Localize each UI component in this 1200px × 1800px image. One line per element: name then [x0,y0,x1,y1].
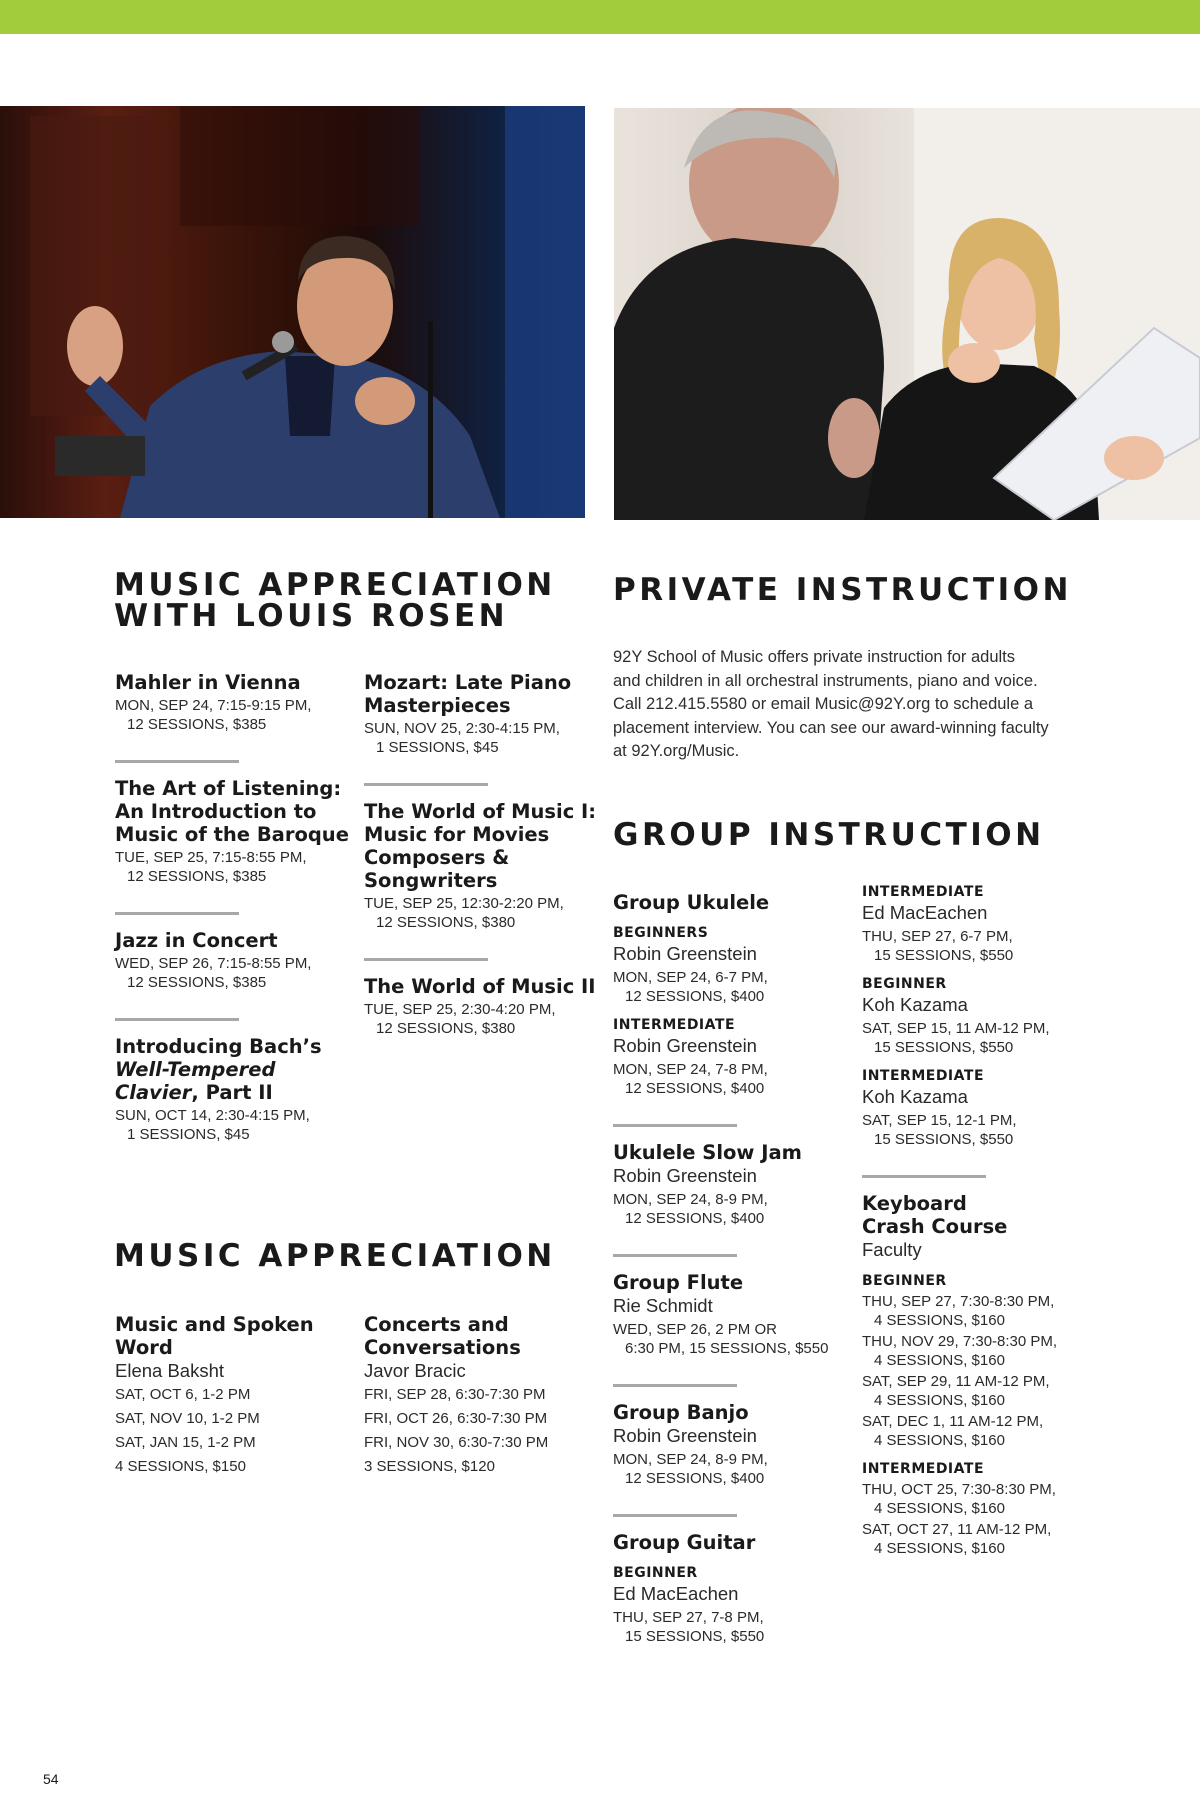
course-title: Group Banjo [613,1401,749,1424]
course-mozart [364,671,599,757]
course-date: SAT, DEC 1, 11 AM-12 PM, [862,1413,1044,1430]
title-line: Masterpieces [364,694,511,717]
course-info [115,696,350,734]
course-date: SAT, OCT 6, 1-2 PM [115,1386,251,1403]
level-label: BEGINNER [862,1273,947,1289]
group-heading: GROUP INSTRUCTION [613,817,1045,853]
course-title: Group Flute [613,1271,744,1294]
divider [613,1124,737,1127]
course-sessions: 4 SESSIONS, $160 [874,1312,1005,1329]
instructor-name: Koh Kazama [862,1086,968,1107]
course-title: The World of Music II [364,975,596,998]
course-sessions: 4 SESSIONS, $160 [874,1392,1005,1409]
course-title [364,671,599,717]
course-info [613,1060,853,1098]
course-sessions: 4 SESSIONS, $160 [874,1500,1005,1517]
level-label: INTERMEDIATE [613,1017,736,1033]
course-jazz-in-concert [115,929,350,992]
instructor-name: Elena Baksht [115,1360,225,1381]
top-accent-bar [0,0,1200,34]
course-date: SAT, SEP 15, 12-1 PM, [862,1112,1017,1129]
course-date: MON, SEP 24, 8-9 PM, [613,1451,768,1468]
paragraph-line: and children in all orchestral instruments, piano and voice. [613,671,1038,690]
title-line: Mozart: Late Piano [364,671,572,694]
instructor-name: Robin Greenstein [613,1035,757,1056]
group-left-column [613,891,853,1646]
course-date: MON, SEP 24, 7:15-9:15 PM, [115,697,312,714]
course-art-of-listening [115,777,350,886]
course-info [364,719,599,757]
course-info [613,1320,853,1358]
title-rest: , Part II [191,1081,273,1104]
course-group-flute [613,1271,853,1358]
course-info [862,927,1112,965]
divider [364,783,488,786]
course-title [364,1313,599,1359]
course-date: TUE, SEP 25, 7:15-8:55 PM, [115,849,307,866]
course-sessions: 1 SESSIONS, $45 [376,739,499,756]
course-date: MON, SEP 24, 8-9 PM, [613,1191,768,1208]
course-info [862,1019,1112,1057]
paragraph-line: placement interview. You can see our award-winning faculty [613,718,1049,737]
course-title [862,1192,1112,1238]
course-date: FRI, NOV 30, 6:30-7:30 PM [364,1434,549,1451]
course-info [613,1450,853,1488]
course-info [115,954,350,992]
course-info [613,1608,853,1646]
course-date: SAT, OCT 27, 11 AM-12 PM, [862,1521,1052,1538]
course-date: TUE, SEP 25, 12:30-2:20 PM, [364,895,564,912]
title-line: Keyboard [862,1192,967,1215]
group-right-column [862,883,1112,1558]
course-world-music-1 [364,800,599,932]
title-line: Music for Movies [364,823,550,846]
course-date: SAT, NOV 10, 1-2 PM [115,1410,260,1427]
course-group-banjo [613,1401,853,1488]
private-heading: PRIVATE INSTRUCTION [613,572,1072,608]
title-line: Introducing Bach’s [115,1035,322,1058]
course-date: WED, SEP 26, 2 PM OR [613,1321,777,1338]
course-date: THU, OCT 25, 7:30-8:30 PM, [862,1481,1056,1498]
title-line: Music of the Baroque [115,823,349,846]
course-info [862,1292,1112,1330]
course-info [862,1520,1112,1558]
divider [115,760,239,763]
instructor-name: Robin Greenstein [613,1425,757,1446]
course-info [862,1480,1112,1518]
private-description [613,646,1083,764]
course-date: SAT, JAN 15, 1-2 PM [115,1434,256,1451]
course-date: WED, SEP 26, 7:15-8:55 PM, [115,955,312,972]
photo-speaker [0,106,585,518]
level-label: INTERMEDIATE [862,1068,985,1084]
course-group-guitar [613,1531,853,1646]
course-date: TUE, SEP 25, 2:30-4:20 PM, [364,1001,556,1018]
rosen-heading [114,567,556,634]
course-sessions: 15 SESSIONS, $550 [874,1039,1014,1056]
course-date: THU, SEP 27, 6-7 PM, [862,928,1013,945]
title-line [115,1081,350,1104]
course-sessions: 15 SESSIONS, $550 [874,1131,1014,1148]
course-sessions: 4 SESSIONS, $150 [115,1458,246,1475]
rosen-heading-line1: MUSIC APPRECIATION [114,567,556,603]
course-date: THU, SEP 27, 7:30-8:30 PM, [862,1293,1055,1310]
instructor-name: Javor Bracic [364,1360,466,1381]
course-sessions: 1 SESSIONS, $45 [127,1126,250,1143]
instructor-name: Faculty [862,1239,922,1260]
course-date: SAT, SEP 29, 11 AM-12 PM, [862,1373,1050,1390]
divider [115,912,239,915]
title-line: Concerts and [364,1313,509,1336]
course-sessions: 12 SESSIONS, $400 [625,1080,765,1097]
course-sessions: 12 SESSIONS, $385 [127,974,267,991]
course-date: FRI, SEP 28, 6:30-7:30 PM [364,1386,546,1403]
course-sessions: 12 SESSIONS, $380 [376,914,516,931]
paragraph-line: at 92Y.org/Music. [613,742,740,760]
course-sessions: 12 SESSIONS, $380 [376,1020,516,1037]
course-title: Ukulele Slow Jam [613,1141,802,1164]
title-line: Word [115,1336,173,1359]
title-line: Crash Course [862,1215,1008,1238]
course-date: SAT, SEP 15, 11 AM-12 PM, [862,1020,1050,1037]
divider [613,1254,737,1257]
course-group-ukulele [613,891,853,1098]
level-label: INTERMEDIATE [862,884,985,900]
level-label: BEGINNER [613,1565,698,1581]
instructor-name: Ed MacEachen [862,902,988,923]
instructor-name: Ed MacEachen [613,1583,739,1604]
course-info [862,1372,1112,1410]
course-title [115,777,350,846]
speaker-illustration [0,106,585,518]
course-keyboard-crash-course [862,1192,1112,1558]
course-info [364,894,599,932]
course-sessions: 15 SESSIONS, $550 [625,1628,765,1645]
course-ukulele-slow-jam [613,1141,853,1228]
title-line [115,1058,350,1081]
course-info [115,848,350,886]
instructor-name: Robin Greenstein [613,943,757,964]
course-sessions: 4 SESSIONS, $160 [874,1432,1005,1449]
course-date: SUN, NOV 25, 2:30-4:15 PM, [364,720,560,737]
course-info [613,1190,853,1228]
title-italic: Well-Tempered [115,1058,276,1081]
course-sessions: 12 SESSIONS, $400 [625,988,765,1005]
course-date: FRI, OCT 26, 6:30-7:30 PM [364,1410,548,1427]
lesson-illustration [614,108,1200,520]
photo-lesson [614,108,1200,520]
course-sessions: 15 SESSIONS, $550 [874,947,1014,964]
title-line: The World of Music I: [364,800,597,823]
title-line: Conversations [364,1336,521,1359]
course-title [115,1313,350,1359]
course-guitar-continued [862,883,1112,1149]
course-title: Group Guitar [613,1531,756,1554]
instructor-name: Robin Greenstein [613,1165,757,1186]
course-info [862,1332,1112,1370]
course-info [862,1111,1112,1149]
appreciation-left [115,1313,350,1479]
instructor-name: Koh Kazama [862,994,968,1015]
course-title: Jazz in Concert [115,929,278,952]
course-info [613,968,853,1006]
divider [613,1384,737,1387]
course-sessions: 4 SESSIONS, $160 [874,1352,1005,1369]
title-line: The Art of Listening: [115,777,342,800]
divider [613,1514,737,1517]
course-sessions: 6:30 PM, 15 SESSIONS, $550 [625,1340,829,1357]
paragraph-line: Call 212.415.5580 or email Music@92Y.org to schedule a [613,695,1034,713]
title-italic: Clavier [115,1081,192,1104]
level-label: BEGINNERS [613,925,709,941]
course-sessions: 12 SESSIONS, $385 [127,716,267,733]
course-info [115,1106,350,1144]
course-date: MON, SEP 24, 7-8 PM, [613,1061,768,1078]
course-title [115,1035,350,1104]
course-sessions: 3 SESSIONS, $120 [364,1458,495,1475]
course-info [364,1000,599,1038]
course-date: MON, SEP 24, 6-7 PM, [613,969,768,986]
level-label: BEGINNER [862,976,947,992]
course-sessions: 12 SESSIONS, $400 [625,1470,765,1487]
divider [115,1018,239,1021]
title-line: An Introduction to [115,800,317,823]
rosen-left-column [115,671,350,1144]
title-line: Composers & [364,846,510,869]
course-world-music-2 [364,975,599,1038]
course-mahler [115,671,350,734]
divider [862,1175,986,1178]
course-date: THU, SEP 27, 7-8 PM, [613,1609,764,1626]
course-date: SUN, OCT 14, 2:30-4:15 PM, [115,1107,310,1124]
course-title: Group Ukulele [613,891,770,914]
course-sessions: 4 SESSIONS, $160 [874,1540,1005,1557]
appreciation-right [364,1313,599,1479]
page-number: 54 [43,1771,59,1787]
course-title: Mahler in Vienna [115,671,301,694]
title-line: Music and Spoken [115,1313,314,1336]
instructor-name: Rie Schmidt [613,1295,713,1316]
course-title [364,800,599,892]
course-bach [115,1035,350,1144]
paragraph-line: 92Y School of Music offers private instruction for adults [613,648,1016,666]
title-line: Songwriters [364,869,498,892]
course-date: THU, NOV 29, 7:30-8:30 PM, [862,1333,1058,1350]
rosen-heading-line2: WITH LOUIS ROSEN [114,598,509,634]
divider [364,958,488,961]
course-sessions: 12 SESSIONS, $400 [625,1210,765,1227]
level-label: INTERMEDIATE [862,1461,985,1477]
course-info [862,1412,1112,1450]
course-sessions: 12 SESSIONS, $385 [127,868,267,885]
rosen-right-column [364,671,599,1038]
appreciation-heading: MUSIC APPRECIATION [114,1238,556,1274]
